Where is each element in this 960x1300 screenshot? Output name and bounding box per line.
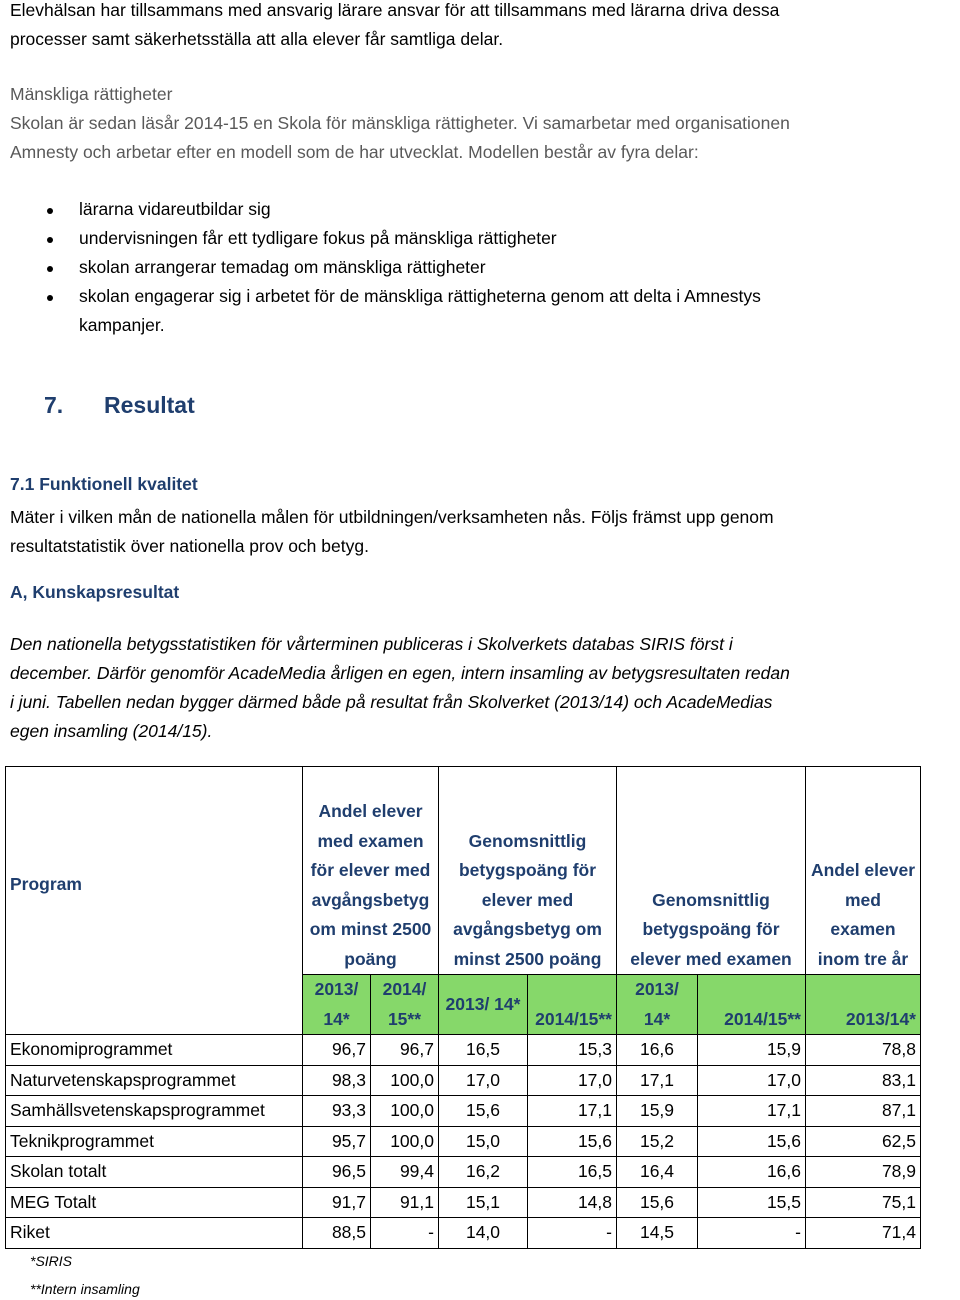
row-value: 83,1 bbox=[806, 1065, 921, 1096]
row-program: Ekonomiprogrammet bbox=[6, 1035, 303, 1066]
bullet-item-2: undervisningen får ett tydligare fokus på mänskliga rättigheter bbox=[79, 228, 557, 248]
rights-line-1 bbox=[10, 109, 790, 139]
row-value: 15,2 bbox=[617, 1126, 698, 1157]
bullet-dot bbox=[47, 295, 53, 301]
row-value: 16,4 bbox=[617, 1157, 698, 1188]
row-value: 96,7 bbox=[371, 1035, 439, 1066]
table-row bbox=[6, 1157, 921, 1188]
col-header-program: Program bbox=[6, 767, 303, 1035]
row-value: 14,0 bbox=[439, 1218, 528, 1249]
bullet-dot bbox=[47, 266, 53, 272]
row-value: - bbox=[371, 1218, 439, 1249]
year-header: 2013/ 14* bbox=[303, 975, 371, 1035]
row-value: 98,3 bbox=[303, 1065, 371, 1096]
year-header: 2013/ 14* bbox=[439, 975, 528, 1035]
bullet-item-1: lärarna vidareutbildar sig bbox=[79, 199, 271, 219]
row-value: - bbox=[528, 1218, 617, 1249]
kunskap-line-3: i juni. Tabellen nedan bygger därmed både på resultat från Skolverket (2013/14) och AcadeMedias bbox=[10, 692, 773, 712]
row-value: 96,7 bbox=[303, 1035, 371, 1066]
row-value: 91,1 bbox=[371, 1187, 439, 1218]
kunskap-line-4: egen insamling (2014/15). bbox=[10, 721, 213, 741]
footnote-siris: *SIRIS bbox=[30, 1253, 73, 1269]
col-header-gbp-examen: Genomsnittlig betygspoäng för elever med examen bbox=[617, 767, 806, 975]
row-value: 15,6 bbox=[439, 1096, 528, 1127]
row-value: 17,1 bbox=[617, 1065, 698, 1096]
year-header: 2013/14* bbox=[806, 975, 921, 1035]
row-value: 78,9 bbox=[806, 1157, 921, 1188]
results-table bbox=[5, 766, 921, 1249]
bullet-item-3: skolan arrangerar temadag om mänskliga rättigheter bbox=[79, 257, 486, 277]
row-value: 17,0 bbox=[439, 1065, 528, 1096]
bullet-item-4-cont: kampanjer. bbox=[79, 315, 165, 335]
row-value: 100,0 bbox=[371, 1065, 439, 1096]
row-value: 16,5 bbox=[439, 1035, 528, 1066]
bullet-dot bbox=[47, 208, 53, 214]
year-header: 2014/ 15** bbox=[371, 975, 439, 1035]
row-program: MEG Totalt bbox=[6, 1187, 303, 1218]
row-program: Teknikprogrammet bbox=[6, 1126, 303, 1157]
row-value: 15,5 bbox=[698, 1187, 806, 1218]
row-value: 16,6 bbox=[617, 1035, 698, 1066]
col-header-andel: Andel elever med examen för elever med avgångsbetyg om minst 2500 poäng bbox=[303, 767, 439, 975]
section-7-number: 7. bbox=[44, 392, 64, 418]
row-value: 71,4 bbox=[806, 1218, 921, 1249]
section-71-line-1: Mäter i vilken mån de nationella målen för utbildningen/verksamheten nås. Följs främst upp genom bbox=[10, 507, 774, 527]
kunskap-line-2: december. Därför genomför AcadeMedia årligen en egen, intern insamling av betygsresultaten redan bbox=[10, 663, 790, 683]
row-value: 16,6 bbox=[698, 1157, 806, 1188]
row-value: 78,8 bbox=[806, 1035, 921, 1066]
row-value: 15,6 bbox=[617, 1187, 698, 1218]
table-row bbox=[6, 1218, 921, 1249]
year-header: 2013/ 14* bbox=[617, 975, 698, 1035]
section-71-line-2: resultatstatistik över nationella prov och betyg. bbox=[10, 536, 369, 556]
row-value: 15,1 bbox=[439, 1187, 528, 1218]
footnote-intern: **Intern insamling bbox=[30, 1281, 140, 1297]
row-value: 14,8 bbox=[528, 1187, 617, 1218]
row-program: Samhällsvetenskapsprogrammet bbox=[6, 1096, 303, 1127]
row-value: 17,1 bbox=[528, 1096, 617, 1127]
row-value: 17,0 bbox=[528, 1065, 617, 1096]
table-row bbox=[6, 1126, 921, 1157]
row-value: 15,9 bbox=[617, 1096, 698, 1127]
rights-title: Mänskliga rättigheter bbox=[10, 84, 173, 104]
row-value: 15,3 bbox=[528, 1035, 617, 1066]
table-row bbox=[6, 1065, 921, 1096]
row-value: 75,1 bbox=[806, 1187, 921, 1218]
row-value: 15,6 bbox=[528, 1126, 617, 1157]
rights-line-1a: Skolan är sedan läsår 2014-15 en Skola för mänskliga rättigheter. bbox=[10, 113, 518, 133]
row-value: 17,1 bbox=[698, 1096, 806, 1127]
rights-line-1b: Vi samarbetar med organisationen bbox=[517, 113, 790, 133]
row-value: 87,1 bbox=[806, 1096, 921, 1127]
row-value: 100,0 bbox=[371, 1126, 439, 1157]
section-7-title: Resultat bbox=[104, 392, 195, 418]
rights-line-2b: Modellen består av fyra delar: bbox=[463, 142, 699, 162]
year-header: 2014/15** bbox=[698, 975, 806, 1035]
row-value: 14,5 bbox=[617, 1218, 698, 1249]
kunskap-line-1: Den nationella betygsstatistiken för vårterminen publiceras i Skolverkets databas SIRIS först i bbox=[10, 634, 733, 654]
row-value: 95,7 bbox=[303, 1126, 371, 1157]
row-value: 17,0 bbox=[698, 1065, 806, 1096]
table-row bbox=[6, 1096, 921, 1127]
section-71-title: 7.1 Funktionell kvalitet bbox=[10, 474, 198, 494]
row-value: 15,6 bbox=[698, 1126, 806, 1157]
row-value: - bbox=[698, 1218, 806, 1249]
row-program: Naturvetenskapsprogrammet bbox=[6, 1065, 303, 1096]
row-value: 99,4 bbox=[371, 1157, 439, 1188]
row-program: Riket bbox=[6, 1218, 303, 1249]
row-value: 100,0 bbox=[371, 1096, 439, 1127]
rights-line-2a: Amnesty och arbetar efter en modell som de har utvecklat. bbox=[10, 142, 464, 162]
col-header-andel-tre: Andel elever med examen inom tre år bbox=[806, 767, 921, 975]
intro-line-1: Elevhälsan har tillsammans med ansvarig lärare ansvar för att tillsammans med lärarna driva dessa bbox=[10, 0, 780, 20]
row-program: Skolan totalt bbox=[6, 1157, 303, 1188]
bullet-dot bbox=[47, 237, 53, 243]
table-row bbox=[6, 1187, 921, 1218]
col-header-gbp-2500: Genomsnittlig betygspoäng för elever med avgångsbetyg om minst 2500 poäng bbox=[439, 767, 617, 975]
row-value: 16,2 bbox=[439, 1157, 528, 1188]
row-value: 15,9 bbox=[698, 1035, 806, 1066]
bullet-item-4: skolan engagerar sig i arbetet för de mänskliga rättigheterna genom att delta i Amnestys bbox=[79, 286, 761, 306]
year-header: 2014/15** bbox=[528, 975, 617, 1035]
row-value: 96,5 bbox=[303, 1157, 371, 1188]
row-value: 62,5 bbox=[806, 1126, 921, 1157]
row-value: 91,7 bbox=[303, 1187, 371, 1218]
kunskap-title: A, Kunskapsresultat bbox=[10, 582, 180, 602]
table-row bbox=[6, 1035, 921, 1066]
row-value: 93,3 bbox=[303, 1096, 371, 1127]
table-header-row bbox=[6, 767, 921, 975]
row-value: 16,5 bbox=[528, 1157, 617, 1188]
rights-line-2 bbox=[10, 138, 699, 168]
row-value: 88,5 bbox=[303, 1218, 371, 1249]
row-value: 15,0 bbox=[439, 1126, 528, 1157]
intro-line-2: processer samt säkerhetsställa att alla elever får samtliga delar. bbox=[10, 29, 504, 49]
